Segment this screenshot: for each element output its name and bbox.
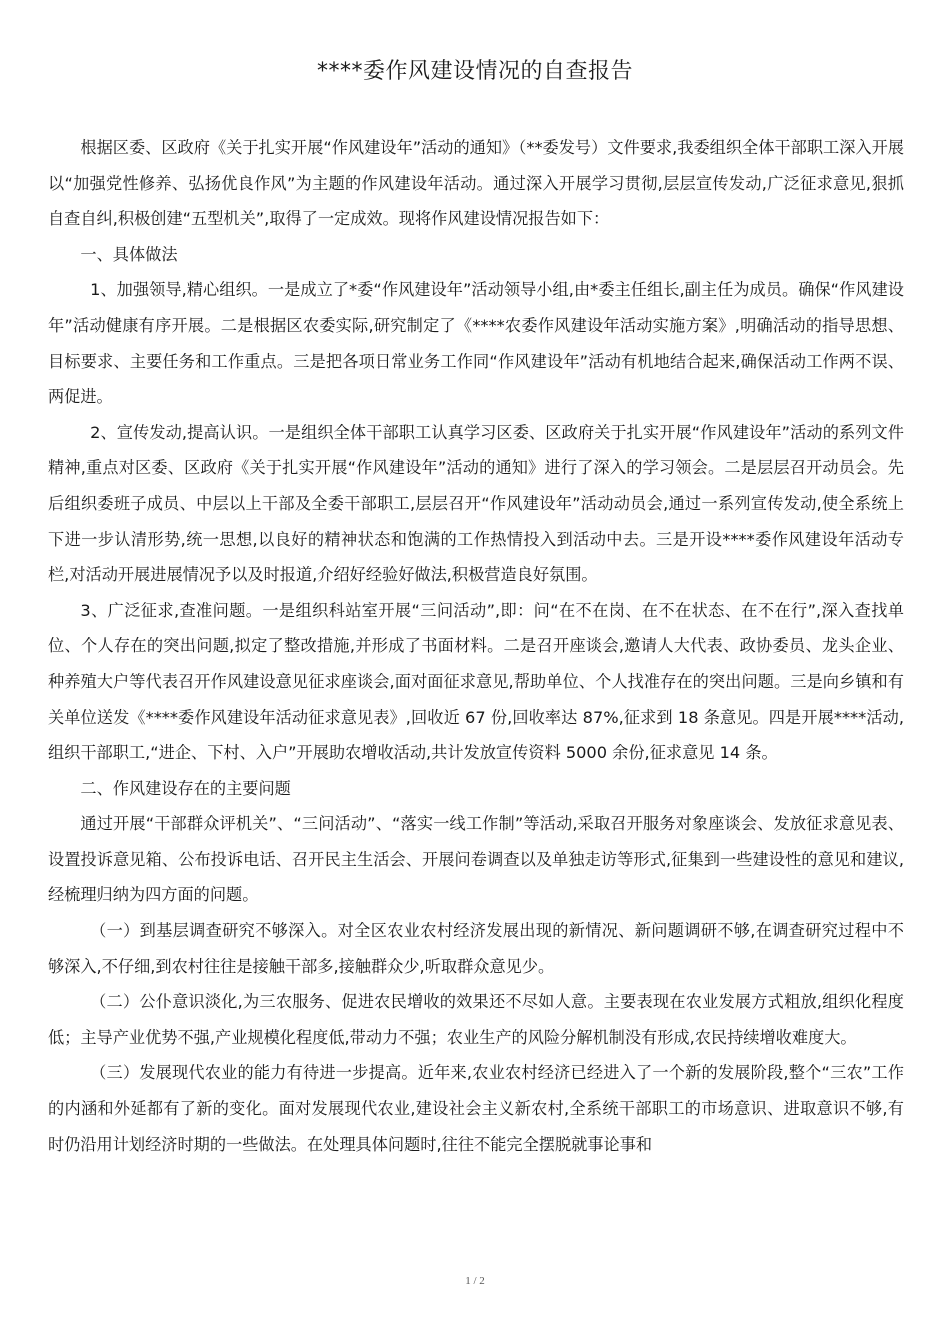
section-heading-2: 二、作风建设存在的主要问题 (80, 778, 291, 798)
document-title: ****委作风建设情况的自查报告 (316, 59, 633, 84)
intro-paragraph: 根据区委、区政府《关于扎实开展“作风建设年”活动的通知》（**委发号）文件要求,我委组织全体干部职工深入开展以“加强党性修养、弘扬优良作风”为主题的作风建设年活动。通过深入开展学习贯彻,层层宣传发动,广泛征求意见,狠抓自查自纠,积极创建“五型机关”,取得了一定成效。现将作风建设情况报告如下： (48, 138, 904, 229)
paragraph-1: 1、加强领导,精心组织。一是成立了*委“作风建设年”活动领导小组,由*委主任组长,副主任为成员。确保“作风建设年”活动健康有序开展。二是根据区农委实际,研究制定了《****农委作风建设年活动实施方案》,明确活动的指导思想、目标要求、主要任务和工作重点。三是把各项日常业务工作同“作风建设年”活动有机地结合起来,确保活动工作两不误、两促进。 (48, 280, 904, 407)
paragraph-problems-intro: 通过开展“干部群众评机关”、“三问活动”、“落实一线工作制”等活动,采取召开服务对象座谈会、发放征求意见表、设置投诉意见箱、公布投诉电话、召开民主生活会、开展问卷调查以及单独走访等形式,征集到一些建设性的意见和建议,经梳理归纳为四方面的问题。 (48, 814, 904, 905)
paragraph-3: 3、广泛征求,查准问题。一是组织科站室开展“三问活动”,即：问“在不在岗、在不在状态、在不在行”,深入查找单位、个人存在的突出问题,拟定了整改措施,并形成了书面材料。二是召开座谈会,邀请人大代表、政协委员、龙头企业、种养殖大户等代表召开作风建设意见征求座谈会,面对面征求意见,帮助单位、个人找准存在的突出问题。三是向乡镇和有关单位送发《****委作风建设年活动征求意见表》,回收近 67 份,回收率达 87%,征求到 18 条意见。四是开展****活动,组织干部职工,“进企、下村、入户”开展助农增收活动,共计发放宣传资料 5000 余份,征求意见 14 条。 (48, 600, 904, 763)
paragraph-problem-1: （一）到基层调查研究不够深入。对全区农业农村经济发展出现的新情况、新问题调研不够,在调查研究过程中不够深入,不仔细,到农村往往是接触干部多,接触群众少,听取群众意见少。 (48, 921, 904, 976)
page-indicator: 1 / 2 (465, 1275, 485, 1287)
paragraph-problem-2: （二）公仆意识淡化,为三农服务、促进农民增收的效果还不尽如人意。主要表现在农业发展方式粗放,组织化程度低；主导产业优势不强,产业规模化程度低,带动力不强；农业生产的风险分解机制没有形成,农民持续增收难度大。 (48, 992, 904, 1047)
paragraph-2: 2、宣传发动,提高认识。一是组织全体干部职工认真学习区委、区政府关于扎实开展“作风建设年”活动的系列文件精神,重点对区委、区政府《关于扎实开展“作风建设年”活动的通知》进行了深入的学习领会。二是层层召开动员会。先后组织委班子成员、中层以上干部及全委干部职工,层层召开“作风建设年”活动动员会,通过一系列宣传发动,使全系统上下进一步认清形势,统一思想,以良好的精神状态和饱满的工作热情投入到活动中去。三是开设****委作风建设年活动专栏,对活动开展进展情况予以及时报道,介绍好经验好做法,积极营造良好氛围。 (48, 422, 904, 585)
paragraph-problem-3: （三）发展现代农业的能力有待进一步提高。近年来,农业农村经济已经进入了一个新的发展阶段,整个“三农”工作的内涵和外延都有了新的变化。面对发展现代农业,建设社会主义新农村,全系统干部职工的市场意识、进取意识不够,有时仍沿用计划经济时期的一些做法。在处理具体问题时,往往不能完全摆脱就事论事和 (48, 1063, 904, 1154)
document-body (48, 130, 904, 1162)
section-heading-1: 一、具体做法 (80, 244, 178, 264)
